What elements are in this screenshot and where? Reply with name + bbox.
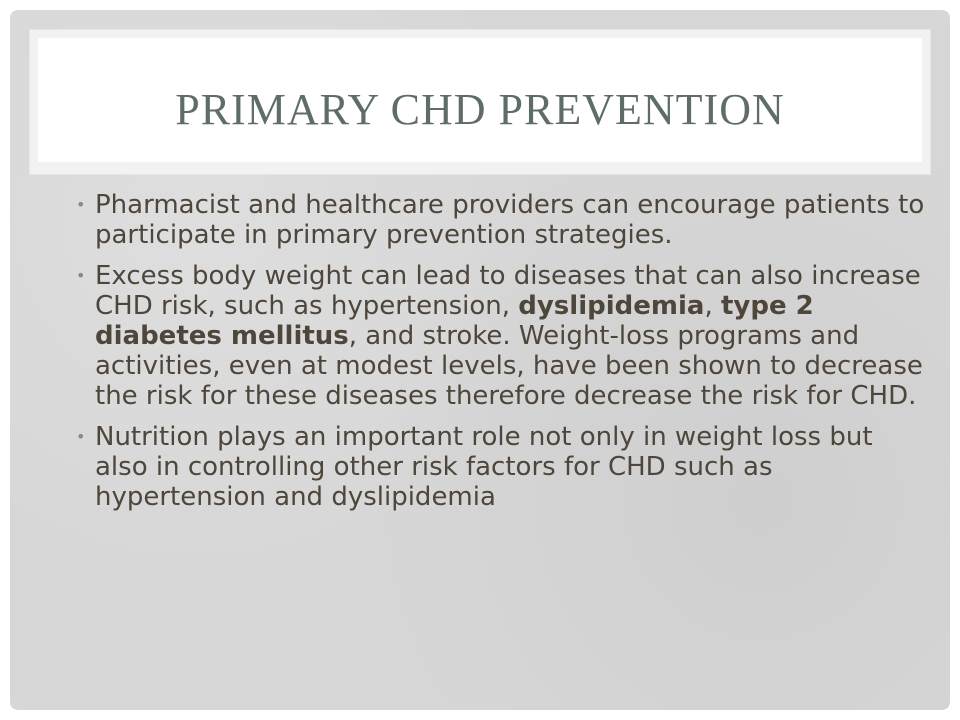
bullet-text: [95, 190, 926, 250]
bullet-list: [76, 190, 926, 523]
bullet-item: [76, 190, 926, 250]
bullet-text-run: , and stroke. Weight-loss programs and activities, even at modest levels, have been shown to decrease the risk for these diseases therefore decrease the risk for CHD.: [95, 321, 923, 411]
bullet-text-run: Pharmacist and healthcare providers can encourage patients to participate in primary prevention strategies.: [95, 190, 925, 250]
bold-term: dyslipidemia: [518, 291, 705, 321]
bullet-dot-icon: •: [76, 195, 86, 214]
bold-term: type 2 diabetes mellitus: [95, 291, 814, 351]
title-frame: [30, 30, 930, 174]
bullet-text-run: Excess body weight can lead to diseases that can also increase CHD risk, such as hypertension,: [95, 261, 921, 321]
bullet-text-run: ,: [704, 291, 721, 321]
bullet-text-run: Nutrition plays an important role not only in weight loss but also in controlling other risk factors for CHD such as hypertension and dyslipidemia: [95, 422, 873, 512]
slide: [10, 10, 950, 710]
bullet-dot-icon: •: [76, 266, 86, 285]
title-box: [38, 38, 922, 162]
bullet-text: [95, 422, 926, 512]
slide-title: PRIMARY CHD PREVENTION: [175, 85, 785, 134]
bullet-item: [76, 261, 926, 411]
bullet-dot-icon: •: [76, 427, 86, 446]
bullet-text: [95, 261, 926, 411]
bullet-item: [76, 422, 926, 512]
